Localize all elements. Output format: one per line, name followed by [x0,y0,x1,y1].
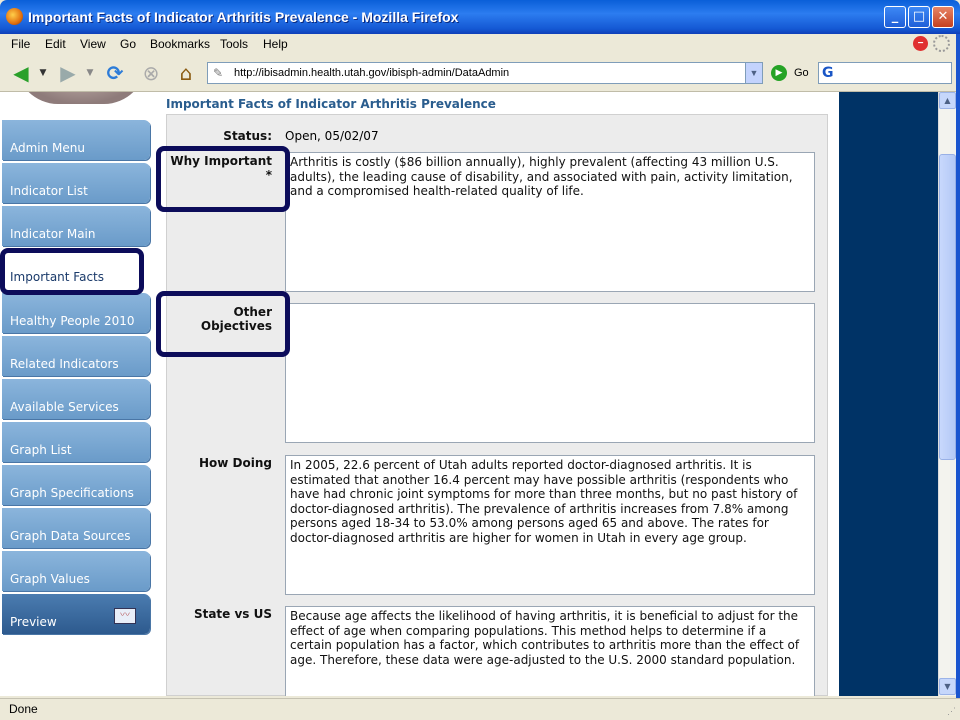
state-vs-us-label: State vs US [193,607,272,621]
sidebar-item-label: Admin Menu [10,141,86,155]
menu-file[interactable]: File [11,37,31,51]
state-vs-us-textarea[interactable]: Because age affects the likelihood of having arthritis, it is beneficial to adjust for the effect of age when comparing populations. This method helps to determine if a certain population has a factor, which contributes to arthritis more than the effect of age. Therefore, these data were age-adjusted to the U.S. 2000 standard population. [285,606,815,696]
page-title: Important Facts of Indicator Arthritis Prevalence [166,97,496,111]
sidebar-item-admin-menu[interactable] [2,120,150,160]
site-logo [16,92,146,104]
right-decorative-panel [839,92,938,696]
forward-dropdown-icon[interactable]: ▼ [86,68,94,78]
sidebar-item-label: Indicator Main [10,227,96,241]
status-text: Done [9,702,38,716]
title-bar [0,0,960,34]
resize-grip-icon[interactable]: ⋰ [947,706,956,716]
stop-loading-icon[interactable]: − [913,36,928,51]
url-text: http://ibisadmin.health.utah.gov/ibisph-admin/DataAdmin [234,67,510,79]
url-dropdown-icon[interactable]: ▼ [745,63,762,83]
firefox-icon [6,8,23,25]
menu-help[interactable]: Help [263,37,288,51]
address-bar[interactable] [207,62,763,84]
sidebar-item-label: Important Facts [10,270,105,284]
sidebar-item-label: Related Indicators [10,357,119,371]
highlight-why-important [156,146,290,212]
page-icon: ✎ [213,66,224,80]
page-content [0,92,938,696]
sidebar-item-preview[interactable] [2,594,150,634]
throbber-icon [933,35,950,52]
forward-icon[interactable]: ▶ [60,61,76,85]
vertical-scrollbar[interactable] [938,92,956,696]
maximize-button[interactable]: □ [908,6,930,28]
sidebar-item-label: Available Services [10,400,119,414]
how-doing-textarea[interactable]: In 2005, 22.6 percent of Utah adults reported doctor-diagnosed arthritis. It is estimated that another 16.4 percent may have possible arthritis (respondents who have had chronic joint symptoms for more than three months, but no past history of doctor-diagnosed arthritis). The prevalence of arthritis increases from 7.8% among persons aged 18-34 to 53.0% among persons aged 65 and above. The rates for doctor-diagnosed arthritis are higher for women in Utah in every age group. [285,455,815,595]
stop-icon[interactable]: ⊗ [142,61,160,85]
sidebar-item-label: Indicator List [10,184,88,198]
navigation-toolbar [0,54,960,92]
sidebar-item-graph-data-sources[interactable] [2,508,150,548]
sidebar-item-label: Preview [10,615,57,629]
scroll-thumb[interactable] [939,154,956,460]
sidebar-item-label: Graph Specifications [10,486,134,500]
menu-view[interactable]: View [80,37,106,51]
close-button[interactable]: ✕ [932,6,954,28]
sidebar-item-available-services[interactable] [2,379,150,419]
home-icon[interactable]: ⌂ [179,61,193,85]
sidebar-item-indicator-list[interactable] [2,163,150,203]
sidebar-item-healthy-people-2010[interactable] [2,293,150,333]
menu-bar [0,34,960,54]
scroll-up-icon[interactable]: ▲ [939,92,956,109]
sidebar-item-related-indicators[interactable] [2,336,150,376]
scroll-down-icon[interactable]: ▼ [939,678,956,695]
sidebar-item-graph-values[interactable] [2,551,150,591]
search-input[interactable] [818,62,952,84]
minimize-button[interactable]: _ [884,6,906,28]
sidebar-item-label: Graph Values [10,572,90,586]
sidebar-item-label: Graph List [10,443,72,457]
menu-bookmarks[interactable]: Bookmarks [150,37,211,51]
why-important-label: Why Important * [170,154,272,182]
other-objectives-textarea[interactable] [285,303,815,443]
sidebar-item-label: Healthy People 2010 [10,314,135,328]
menu-edit[interactable]: Edit [45,37,66,51]
go-icon[interactable]: ▶ [771,65,787,81]
sidebar-item-label: Graph Data Sources [10,529,131,543]
menu-go[interactable]: Go [120,37,137,51]
highlight-other-objectives [156,291,290,357]
how-doing-label: How Doing [198,456,272,470]
why-important-textarea[interactable]: Arthritis is costly ($86 billion annually), highly prevalent (affecting 43 million U.S. adults), the leading cause of disability, and associated with pain, activity limitation, and a compromised health-related quality of life. [285,152,815,292]
back-icon[interactable]: ◀ [13,61,29,85]
go-button[interactable]: Go [794,67,809,79]
highlight-important-facts [0,248,144,295]
chart-preview-icon: 〰 [114,608,136,624]
sidebar-item-indicator-main[interactable] [2,206,150,246]
status-value: Open, 05/02/07 [285,129,379,143]
sidebar-item-graph-list[interactable] [2,422,150,462]
reload-icon[interactable]: ⟳ [106,61,124,85]
window-frame [956,34,960,720]
sidebar-item-graph-specifications[interactable] [2,465,150,505]
status-bar [0,698,960,720]
other-objectives-label: Other Objectives [200,305,272,333]
window-title: Important Facts of Indicator Arthritis Prevalence - Mozilla Firefox [28,9,459,25]
status-label: Status: [223,129,272,143]
back-dropdown-icon[interactable]: ▼ [39,68,47,78]
menu-tools[interactable]: Tools [220,37,249,51]
google-search-icon[interactable]: G [822,65,834,81]
